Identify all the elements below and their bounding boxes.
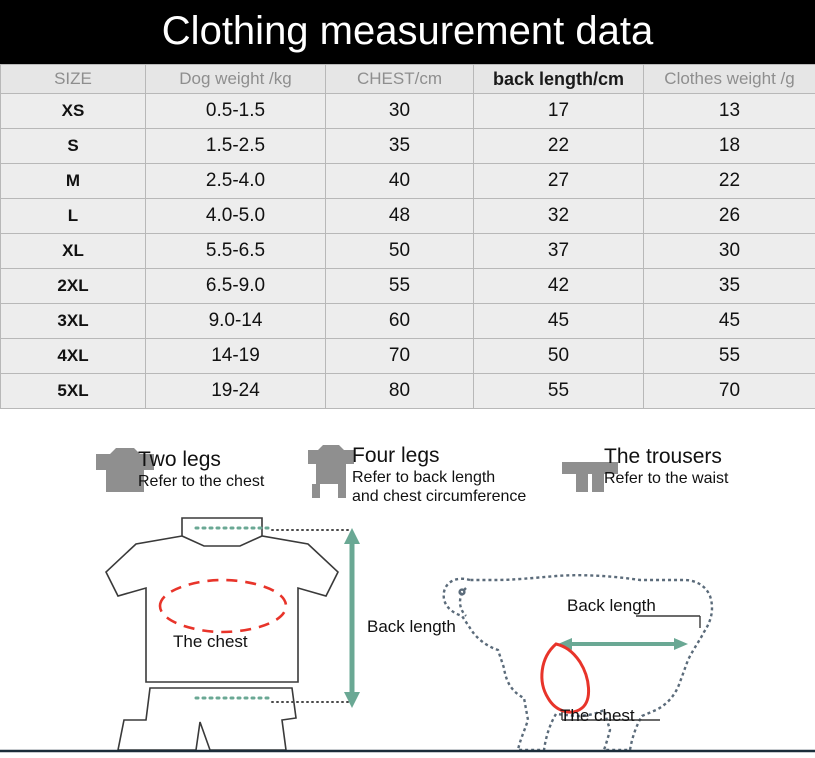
cell-size: 4XL (1, 339, 146, 374)
cell-size: XL (1, 234, 146, 269)
cell-chest: 50 (326, 234, 474, 269)
cell-back-length: 17 (474, 94, 644, 129)
cell-back-length: 37 (474, 234, 644, 269)
page-title: Clothing measurement data (161, 9, 654, 53)
page-title-bar (0, 0, 815, 64)
table-body (1, 94, 815, 409)
cell-back-length: 55 (474, 374, 644, 409)
legend-four-legs (352, 444, 526, 506)
cell-chest: 40 (326, 164, 474, 199)
table-row (1, 199, 815, 234)
cell-dog-weight: 1.5-2.5 (146, 129, 326, 164)
cell-back-length: 22 (474, 129, 644, 164)
cell-size: S (1, 129, 146, 164)
back-length-arrow-left (344, 528, 360, 708)
illustration-area (0, 420, 815, 758)
cell-chest: 80 (326, 374, 474, 409)
column-header-dog-weight: Dog weight /kg (146, 65, 326, 94)
column-header-clothes-weight: Clothes weight /g (644, 65, 815, 94)
cell-chest: 30 (326, 94, 474, 129)
legend-trousers (604, 445, 729, 488)
cell-dog-weight: 2.5-4.0 (146, 164, 326, 199)
cell-clothes-weight: 45 (644, 304, 815, 339)
four-legs-glyph-icon (308, 445, 354, 498)
table-row (1, 339, 815, 374)
label-chest-right: The chest (560, 706, 635, 725)
legend-trousers-title: The trousers (604, 445, 722, 468)
legend-two-legs (138, 448, 264, 491)
table-row (1, 304, 815, 339)
cell-clothes-weight: 13 (644, 94, 815, 129)
chest-measure-ellipse (160, 580, 286, 632)
table-row (1, 129, 815, 164)
cell-size: L (1, 199, 146, 234)
cell-clothes-weight: 70 (644, 374, 815, 409)
cell-chest: 35 (326, 129, 474, 164)
cell-dog-weight: 14-19 (146, 339, 326, 374)
cell-back-length: 27 (474, 164, 644, 199)
cell-size: 2XL (1, 269, 146, 304)
table-row (1, 269, 815, 304)
cell-clothes-weight: 22 (644, 164, 815, 199)
table-row (1, 94, 815, 129)
back-length-guide-dots (196, 528, 268, 698)
cell-clothes-weight: 18 (644, 129, 815, 164)
column-header-back-length: back length/cm (474, 65, 644, 94)
cell-back-length: 42 (474, 269, 644, 304)
cell-size: 3XL (1, 304, 146, 339)
cell-dog-weight: 0.5-1.5 (146, 94, 326, 129)
legend-four-legs-title: Four legs (352, 444, 440, 467)
back-length-arrow-right (558, 638, 688, 650)
cell-clothes-weight: 35 (644, 269, 815, 304)
chest-measure-loop-right (542, 644, 589, 712)
legend-four-legs-sub1: Refer to back length (352, 469, 496, 486)
legend-four-legs-sub2: and chest circumference (352, 488, 527, 505)
cell-back-length: 50 (474, 339, 644, 374)
cell-dog-weight: 9.0-14 (146, 304, 326, 339)
label-back-length-right: Back length (567, 596, 656, 615)
cell-back-length: 32 (474, 199, 644, 234)
column-header-chest: CHEST/cm (326, 65, 474, 94)
table-row (1, 164, 815, 199)
cell-clothes-weight: 26 (644, 199, 815, 234)
cell-dog-weight: 19-24 (146, 374, 326, 409)
cell-size: 5XL (1, 374, 146, 409)
table-row (1, 374, 815, 409)
cell-dog-weight: 4.0-5.0 (146, 199, 326, 234)
legend-trousers-sub1: Refer to the waist (604, 470, 729, 487)
label-back-length-left: Back length (367, 617, 456, 636)
cell-chest: 70 (326, 339, 474, 374)
table-header-row (1, 65, 815, 94)
cell-chest: 48 (326, 199, 474, 234)
table-header (1, 65, 815, 94)
cell-back-length: 45 (474, 304, 644, 339)
measurement-table (0, 64, 815, 409)
table-row (1, 234, 815, 269)
column-header-size: SIZE (1, 65, 146, 94)
cell-dog-weight: 5.5-6.5 (146, 234, 326, 269)
label-chest-left: The chest (173, 632, 248, 651)
cell-chest: 60 (326, 304, 474, 339)
cell-dog-weight: 6.5-9.0 (146, 269, 326, 304)
cell-size: XS (1, 94, 146, 129)
legend-two-legs-title: Two legs (138, 448, 221, 471)
cell-clothes-weight: 55 (644, 339, 815, 374)
legend-two-legs-sub1: Refer to the chest (138, 473, 265, 490)
measurement-table-container (0, 64, 815, 409)
cell-clothes-weight: 30 (644, 234, 815, 269)
cell-size: M (1, 164, 146, 199)
cell-chest: 55 (326, 269, 474, 304)
